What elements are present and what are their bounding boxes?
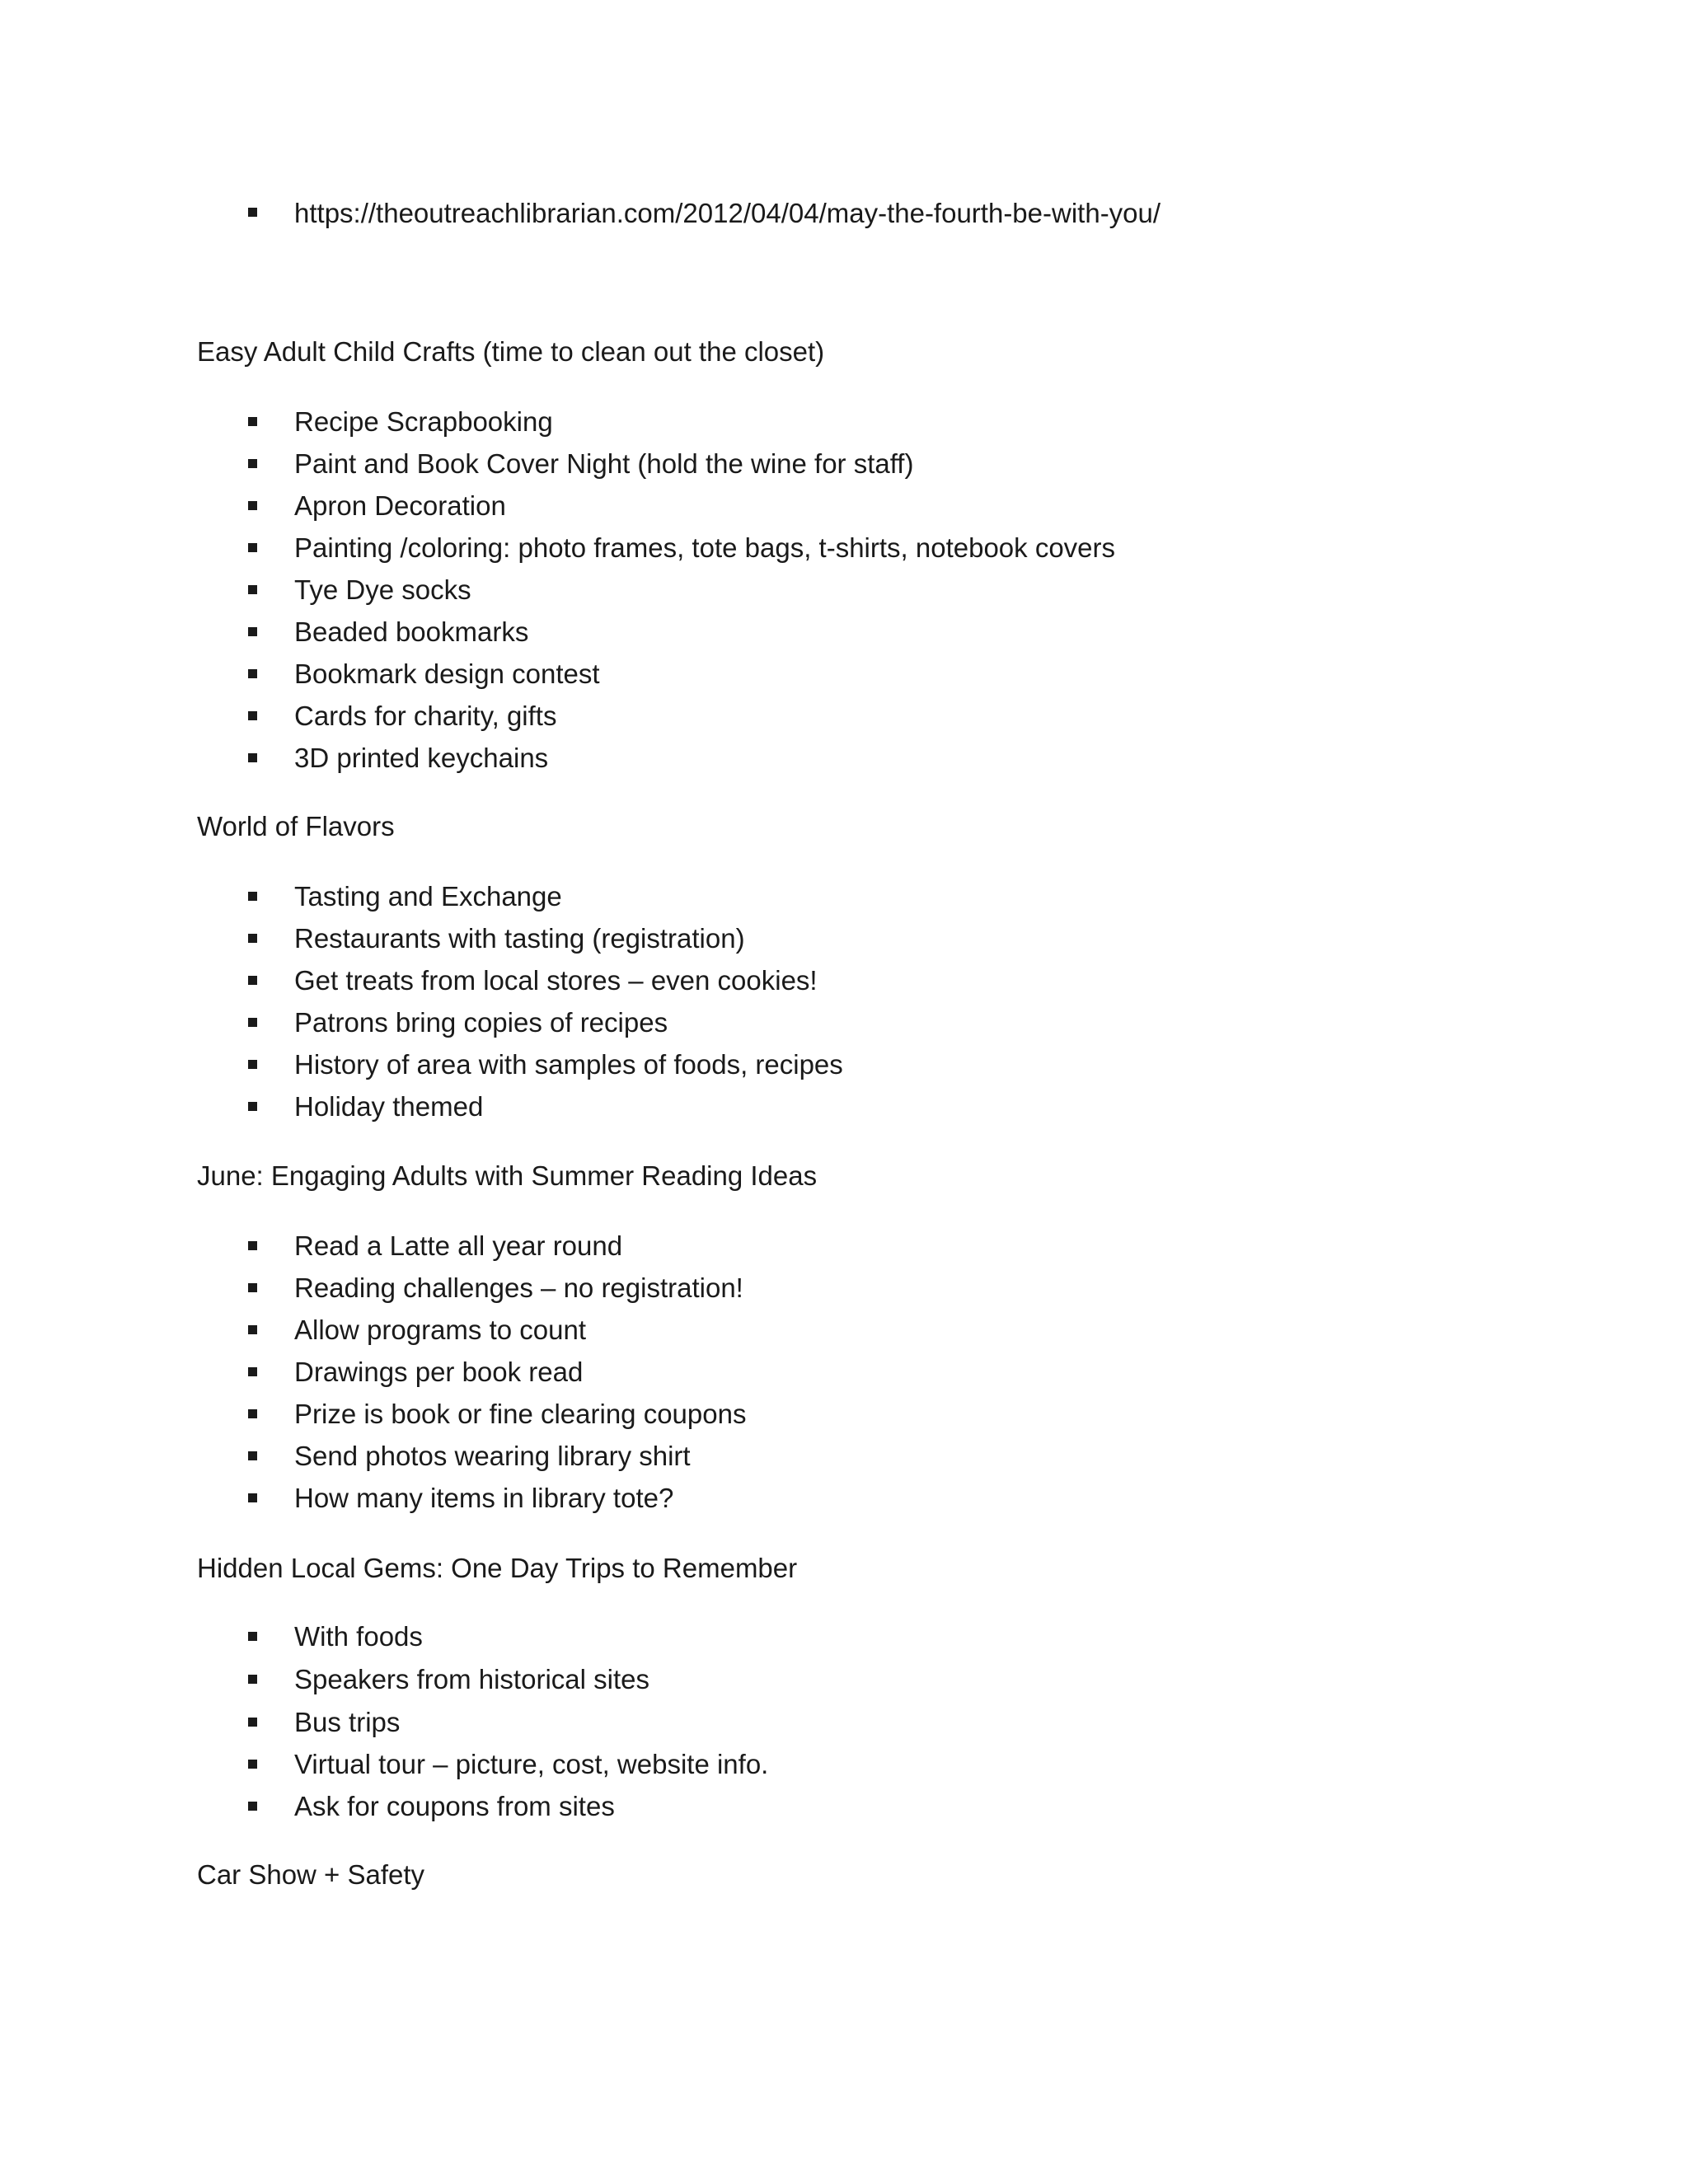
list-item: Virtual tour – picture, cost, website info. xyxy=(294,1749,769,1779)
list-item: Send photos wearing library shirt xyxy=(294,1441,691,1471)
list-item: Restaurants with tasting (registration) xyxy=(294,923,745,954)
list-item: Holiday themed xyxy=(294,1091,484,1122)
bullet-icon xyxy=(248,1760,257,1769)
bullet-icon xyxy=(248,1451,257,1460)
list-item: Drawings per book read xyxy=(294,1357,584,1387)
bullet-icon xyxy=(248,1802,257,1811)
section-heading: Hidden Local Gems: One Day Trips to Remember xyxy=(197,1553,798,1583)
bullet-icon xyxy=(248,1493,257,1502)
list-item: Get treats from local stores – even cookies! xyxy=(294,965,818,996)
bullet-icon xyxy=(248,1325,257,1334)
bullet-icon xyxy=(248,459,257,468)
section-heading: June: Engaging Adults with Summer Reading Ideas xyxy=(197,1160,818,1191)
bullet-icon xyxy=(248,1409,257,1418)
url-list-item: https://theoutreachlibrarian.com/2012/04/04/may-the-fourth-be-with-you/ xyxy=(294,198,1161,228)
bullet-icon xyxy=(248,976,257,985)
list-item: Bookmark design contest xyxy=(294,658,600,689)
list-item: Allow programs to count xyxy=(294,1315,586,1345)
bullet-icon xyxy=(248,1241,257,1250)
bullet-icon xyxy=(248,1675,257,1684)
bullet-icon xyxy=(248,1367,257,1376)
bullet-icon xyxy=(248,1283,257,1292)
list-item: With foods xyxy=(294,1621,423,1652)
list-item: Bus trips xyxy=(294,1707,401,1737)
list-item: Tye Dye socks xyxy=(294,574,471,605)
list-item: Read a Latte all year round xyxy=(294,1230,623,1261)
bullet-icon xyxy=(248,501,257,510)
list-item: Prize is book or fine clearing coupons xyxy=(294,1399,747,1429)
bullet-icon xyxy=(248,208,257,217)
bullet-icon xyxy=(248,1632,257,1641)
list-item: History of area with samples of foods, recipes xyxy=(294,1049,843,1080)
list-item: How many items in library tote? xyxy=(294,1483,674,1513)
list-item: 3D printed keychains xyxy=(294,743,549,773)
bullet-icon xyxy=(248,934,257,943)
list-item: Tasting and Exchange xyxy=(294,881,562,912)
section-heading: World of Flavors xyxy=(197,811,395,841)
bullet-icon xyxy=(248,669,257,678)
list-item: Ask for coupons from sites xyxy=(294,1791,615,1821)
bullet-icon xyxy=(248,417,257,426)
bullet-icon xyxy=(248,753,257,762)
list-item: Beaded bookmarks xyxy=(294,616,529,647)
bullet-icon xyxy=(248,892,257,901)
bullet-icon xyxy=(248,627,257,636)
bullet-icon xyxy=(248,711,257,720)
bullet-icon xyxy=(248,1018,257,1027)
bullet-icon xyxy=(248,543,257,552)
list-item: Apron Decoration xyxy=(294,490,506,521)
bullet-icon xyxy=(248,585,257,594)
bullet-icon xyxy=(248,1718,257,1727)
list-item: Reading challenges – no registration! xyxy=(294,1272,743,1303)
list-item: Painting /coloring: photo frames, tote bags, t-shirts, notebook covers xyxy=(294,532,1116,563)
list-item: Cards for charity, gifts xyxy=(294,701,557,731)
list-item: Recipe Scrapbooking xyxy=(294,406,553,437)
section-heading: Car Show + Safety xyxy=(197,1859,425,1890)
section-heading: Easy Adult Child Crafts (time to clean out the closet) xyxy=(197,336,825,367)
list-item: Patrons bring copies of recipes xyxy=(294,1007,668,1038)
bullet-icon xyxy=(248,1060,257,1069)
bullet-icon xyxy=(248,1102,257,1111)
list-item: Paint and Book Cover Night (hold the wine for staff) xyxy=(294,448,914,479)
list-item: Speakers from historical sites xyxy=(294,1664,649,1694)
